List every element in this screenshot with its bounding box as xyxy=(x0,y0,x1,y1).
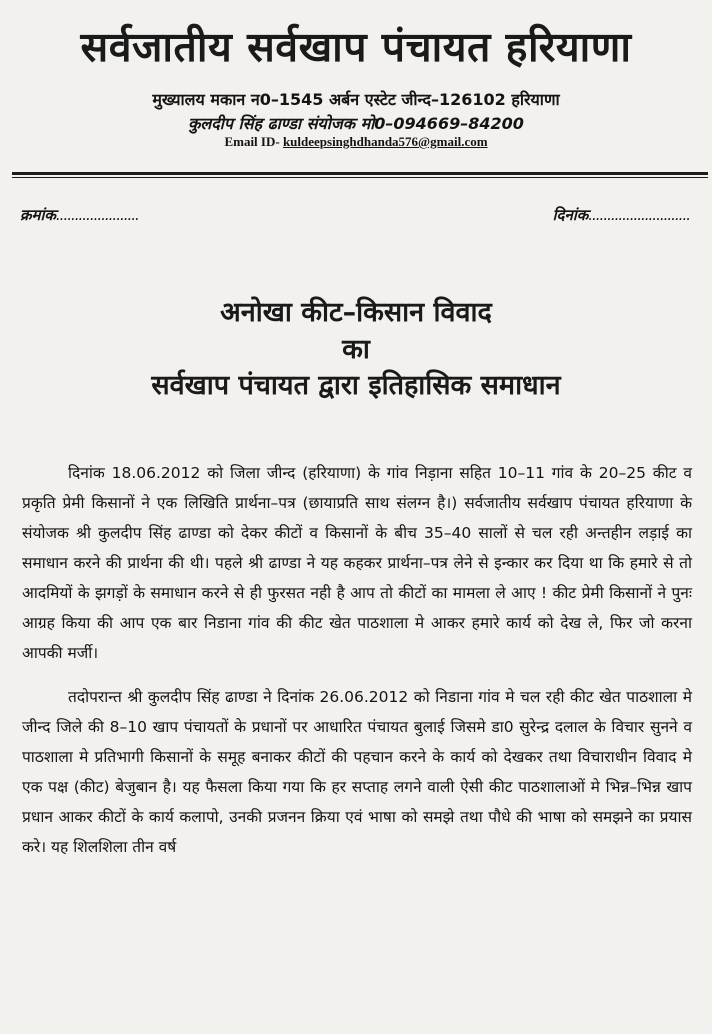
body-paragraph-2: तदोपरान्त श्री कुलदीप सिंह ढाण्डा ने दिनांक 26.06.2012 को निडाना गांव मे चल रही कीट खेत पाठशाला मे जीन्द जिले की 8–10 खाप पंचायतों के प्रधानों पर आधारित पंचायत बुलाई जिसमे डा0 सुरेन्द्र दलाल के विचार सुनने व पाठशाला मे प्रतिभागी किसानों के समूह बनाकर कीटों की पहचान करने के कार्य को देखकर तथा विचाराधीन विवाद मे एक पक्ष (कीट) बेजुबान है। यह फैसला किया गया कि हर सप्ताह लगने वाली ऐसी कीट पाठशालाओं मे भिन्न–भिन्न खाप प्रधान आकर कीटों के कार्य कलापो, उनकी प्रजनन क्रिया एवं भाषा को समझे तथा पौधे की भाषा को समझने का प्रयास करे। यह शिलशिला तीन वर्ष xyxy=(22,688,692,856)
email-label: Email ID- xyxy=(224,134,280,149)
email-address[interactable]: kuldeepsinghdhanda576@gmail.com xyxy=(282,134,488,149)
reference-number-field xyxy=(20,205,139,225)
title-line-3: सर्वखाप पंचायत द्वारा इतिहासिक समाधान xyxy=(151,370,561,401)
reference-dots: ...................... xyxy=(55,206,139,224)
title-line-1: अनोखा कीट–किसान विवाद xyxy=(220,297,492,328)
reference-label: क्रमांक xyxy=(20,206,56,224)
email-line xyxy=(0,134,712,150)
date-dots: ........................... xyxy=(588,206,690,224)
letter-body xyxy=(22,458,692,876)
convener-contact: कुलदीप सिंह ढाण्डा संयोजक मो0–094669–84200 xyxy=(188,114,524,133)
headquarters-address: मुख्यालय मकान न0–1545 अर्बन एस्टेट जीन्द–126102 हरियाणा xyxy=(152,90,560,109)
letterhead-rule-thin xyxy=(12,177,708,178)
date-field xyxy=(553,205,690,225)
organization-title: सर्वजातीय सर्वखाप पंचायत हरियाणा xyxy=(80,23,632,71)
body-paragraph-1: दिनांक 18.06.2012 को जिला जीन्द (हरियाणा) के गांव निड़ाना सहित 10–11 गांव के 20–25 कीट व प्रकृति प्रेमी किसानों ने एक लिखिति प्रार्थना–पत्र (छायाप्रति साथ संलग्न है।) सर्वजातीय सर्वखाप पंचायत हरियाणा के संयोजक श्री कुलदीप सिंह ढाण्डा को देकर कीटों व किसानों के बीच 35–40 सालों से चल रही अन्तहीन लड़ाई का समाधान करने की प्रार्थना की थी। पहले श्री ढाण्डा ने यह कहकर प्रार्थना–पत्र लेने से इन्कार कर दिया था कि हमारे से तो आदमियों के झगड़ों के समाधान करने से ही फुरसत नही है आप तो कीटों का मामला ले आए ! कीट प्रेमी किसानों ने पुनः आग्रह किया की आप एक बार निडाना गांव की कीट खेत पाठशाला मे आकर हमारे कार्य को देख ले, फिर जो करना आपकी मर्जी। xyxy=(22,464,692,662)
title-line-2: का xyxy=(342,334,370,365)
date-label: दिनांक xyxy=(552,206,589,224)
letterhead-rule-thick xyxy=(12,172,708,175)
